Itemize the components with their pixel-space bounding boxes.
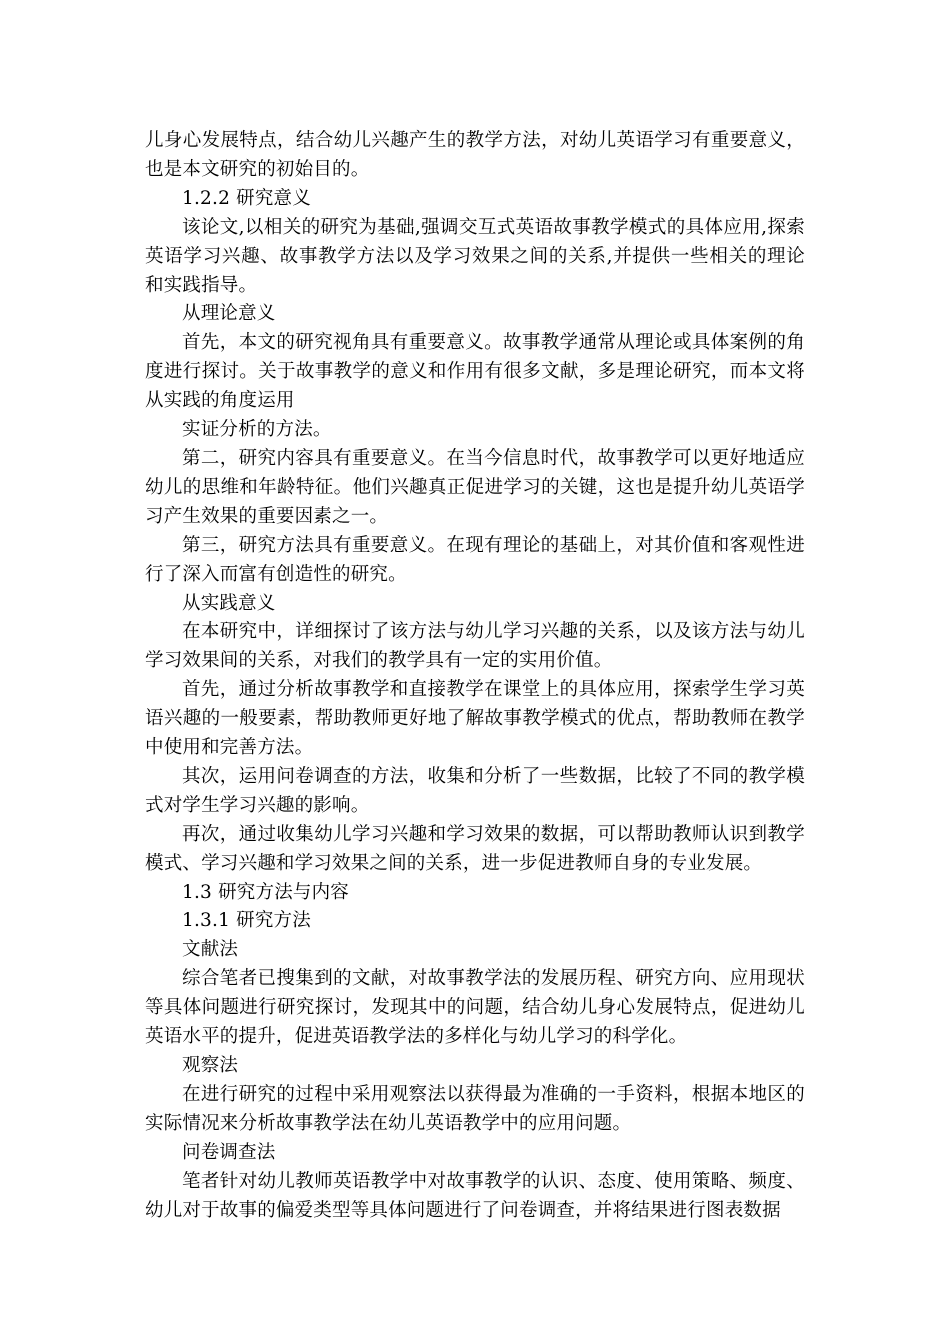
section-heading: 1.3 研究方法与内容	[182, 881, 350, 903]
paragraph: 第三，研究方法具有重要意义。在现有理论的基础上，对其价值和客观性进行了深入而富有创造性的研究。	[145, 534, 805, 585]
subheading: 从理论意义	[182, 303, 276, 325]
paragraph: 在进行研究的过程中采用观察法以获得最为准确的一手资料，根据本地区的实际情况来分析故事教学法在幼儿英语教学中的应用问题。	[145, 1083, 805, 1134]
paragraph: 该论文,以相关的研究为基础,强调交互式英语故事教学模式的具体应用,探索英语学习兴趣、故事教学方法以及学习效果之间的关系,并提供一些相关的理论和实践指导。	[145, 216, 805, 296]
paragraph: 综合笔者已搜集到的文献，对故事教学法的发展历程、研究方向、应用现状等具体问题进行研究探讨，发现其中的问题，结合幼儿身心发展特点，促进幼儿英语水平的提升，促进英语教学法的多样化与幼儿学习的科学化。	[145, 968, 805, 1048]
paragraph: 首先，本文的研究视角具有重要意义。故事教学通常从理论或具体案例的角度进行探讨。关于故事教学的意义和作用有很多文献，多是理论研究，而本文将从实践的角度运用	[145, 332, 805, 412]
paragraph: 再次，通过收集幼儿学习兴趣和学习效果的数据，可以帮助教师认识到教学模式、学习兴趣和学习效果之间的关系，进一步促进教师自身的专业发展。	[145, 823, 805, 874]
subheading: 问卷调查法	[182, 1141, 276, 1163]
subheading: 文献法	[182, 939, 239, 961]
section-heading: 1.3.1 研究方法	[182, 910, 311, 932]
section-heading: 1.2.2 研究意义	[182, 187, 311, 209]
paragraph: 笔者针对幼儿教师英语教学中对故事教学的认识、态度、使用策略、频度、幼儿对于故事的偏爱类型等具体问题进行了问卷调查，并将结果进行图表数据	[145, 1170, 805, 1221]
paragraph: 首先，通过分析故事教学和直接教学在课堂上的具体应用，探索学生学习英语兴趣的一般要素，帮助教师更好地了解故事教学模式的优点，帮助教师在教学中使用和完善方法。	[145, 679, 805, 759]
subheading: 观察法	[182, 1055, 239, 1076]
paragraph: 第二，研究内容具有重要意义。在当今信息时代，故事教学可以更好地适应幼儿的思维和年龄特征。他们兴趣真正促进学习的关键，这也是提升幼儿英语学习产生效果的重要因素之一。	[145, 447, 805, 527]
paragraph: 在本研究中，详细探讨了该方法与幼儿学习兴趣的关系，以及该方法与幼儿学习效果间的关系，对我们的教学具有一定的实用价值。	[145, 621, 805, 672]
subheading: 从实践意义	[182, 592, 276, 614]
paragraph: 实证分析的方法。	[182, 419, 332, 441]
paragraph: 儿身心发展特点，结合幼儿兴趣产生的教学方法，对幼儿英语学习有重要意义，也是本文研究的初始目的。	[145, 130, 805, 180]
paragraph: 其次，运用问卷调查的方法，收集和分析了一些数据，比较了不同的教学模式对学生学习兴趣的影响。	[145, 765, 805, 816]
